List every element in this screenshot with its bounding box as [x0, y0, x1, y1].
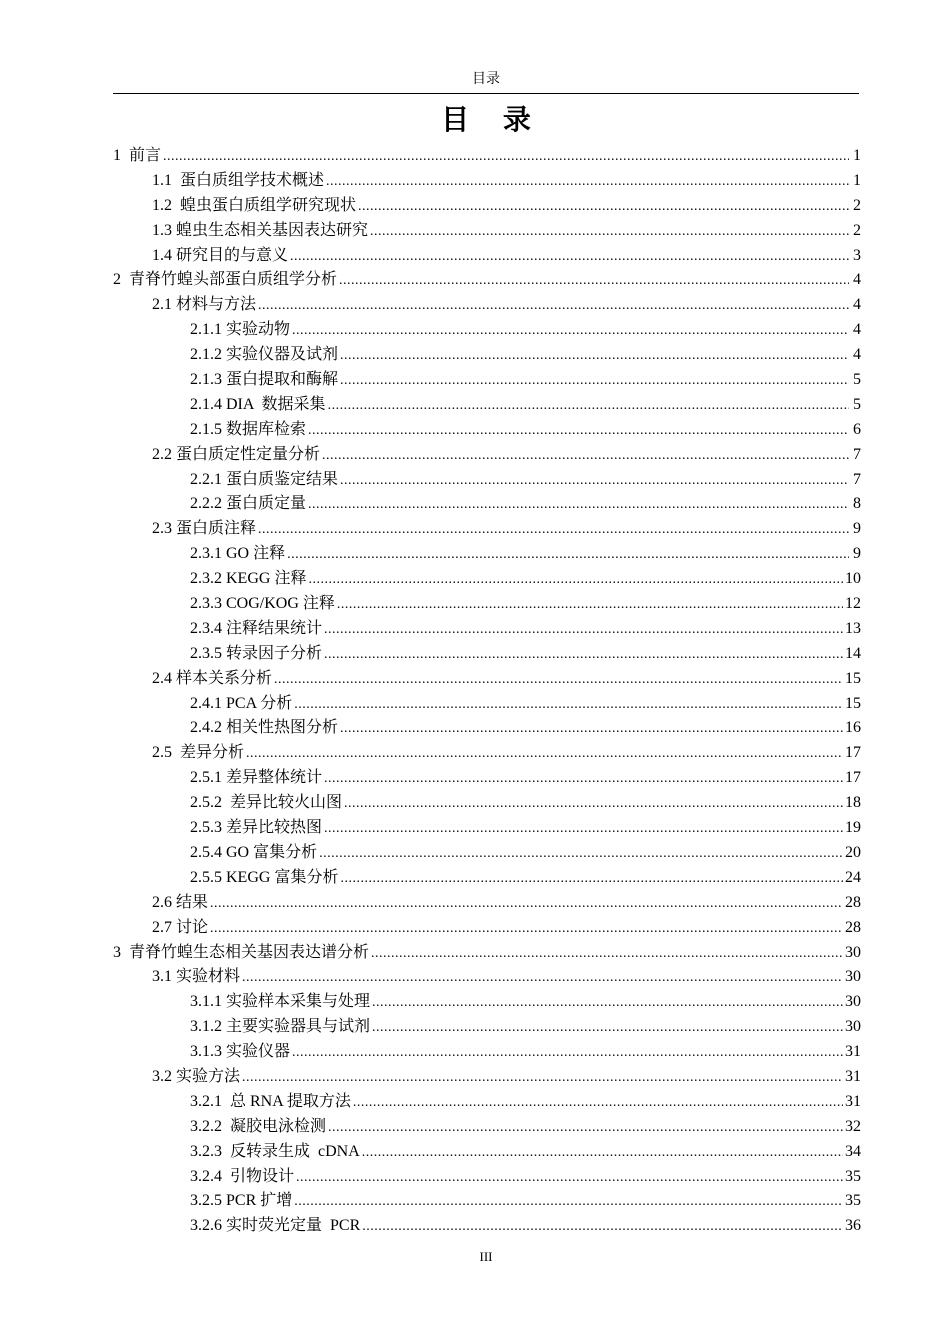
toc-entry-page: 8 — [853, 495, 861, 513]
toc-entry-page: 9 — [853, 545, 861, 563]
toc-entry-page: 3 — [853, 246, 861, 264]
toc-entry[interactable] — [113, 542, 861, 567]
toc-entry[interactable] — [113, 716, 861, 741]
toc-entry-label: 相关性热图分析 — [226, 719, 339, 737]
toc-entry-label: 蝗虫生态相关基因表达研究 — [176, 221, 369, 239]
dot-leader — [371, 942, 843, 967]
toc-entry-page: 12 — [845, 595, 861, 613]
dot-leader — [308, 419, 849, 444]
toc-entry-number: 2.1.2 — [190, 346, 226, 364]
dot-leader — [242, 966, 843, 991]
toc-entry-page: 17 — [845, 769, 861, 787]
toc-entry-label: 实验样本采集与处理 — [226, 993, 371, 1011]
toc-entry-page: 6 — [853, 420, 861, 438]
toc-entry-number: 2.3.5 — [190, 644, 226, 662]
toc-entry-number: 2.3.3 — [190, 595, 226, 613]
toc-entry-page: 5 — [853, 371, 861, 389]
toc-entry-page: 31 — [845, 1092, 861, 1110]
toc-entry-number: 1.4 — [152, 246, 176, 264]
toc-entry-page: 30 — [845, 968, 861, 986]
toc-entry-label: KEGG 富集分析 — [226, 868, 339, 886]
toc-entry[interactable] — [113, 642, 861, 667]
toc-entry-label: 差异比较火山图 — [230, 794, 343, 812]
toc-entry[interactable] — [113, 393, 861, 418]
toc-entry-page: 24 — [845, 868, 861, 886]
toc-entry-label: 蛋白质组学技术概述 — [180, 171, 325, 189]
dot-leader — [324, 817, 843, 842]
toc-entry[interactable] — [113, 816, 861, 841]
toc-entry[interactable] — [113, 268, 861, 293]
toc-entry-number: 3.2.4 — [190, 1167, 230, 1185]
toc-entry-number: 1.2 — [152, 196, 180, 214]
toc-entry-label: 实验动物 — [226, 321, 291, 339]
toc-entry[interactable] — [113, 741, 861, 766]
dot-leader — [326, 170, 849, 195]
toc-entry[interactable] — [113, 144, 861, 169]
toc-entry-page: 36 — [845, 1217, 861, 1235]
dot-leader — [340, 469, 849, 494]
toc-entry-page: 16 — [845, 719, 861, 737]
dot-leader — [340, 717, 843, 742]
table-of-contents — [113, 144, 861, 1239]
toc-entry-label: 蝗虫蛋白质组学研究现状 — [180, 196, 357, 214]
toc-entry-label: 反转录生成 cDNA — [230, 1142, 360, 1160]
toc-entry-number: 2.5.5 — [190, 868, 226, 886]
toc-entry-label: 前言 — [129, 147, 162, 164]
toc-entry-page: 13 — [845, 619, 861, 637]
toc-entry-label: KEGG 注释 — [226, 570, 307, 588]
toc-entry-page: 10 — [845, 570, 861, 588]
toc-entry-label: PCR 扩增 — [226, 1192, 293, 1210]
running-header: 目录 — [472, 72, 500, 87]
toc-entry-page: 15 — [845, 694, 861, 712]
toc-entry-number: 2.3.4 — [190, 619, 226, 637]
toc-entry-number: 3 — [113, 943, 129, 961]
toc-entry-label: 差异整体统计 — [226, 769, 323, 787]
toc-entry-number: 3.1 — [152, 968, 176, 986]
toc-entry-page: 9 — [853, 520, 861, 538]
toc-entry[interactable] — [113, 1189, 861, 1214]
toc-entry-label: 凝胶电泳检测 — [230, 1117, 327, 1135]
toc-entry[interactable] — [113, 1090, 861, 1115]
toc-entry-label: 总 RNA 提取方法 — [230, 1092, 351, 1110]
toc-entry-page: 1 — [853, 147, 861, 164]
dot-leader — [292, 1041, 843, 1066]
toc-entry-label: 注释结果统计 — [226, 619, 323, 637]
toc-entry-number: 2.4.2 — [190, 719, 226, 737]
dot-leader — [258, 294, 849, 319]
toc-entry[interactable] — [113, 1214, 861, 1239]
toc-entry-page: 32 — [845, 1117, 861, 1135]
toc-entry-label: DIA 数据采集 — [226, 395, 326, 413]
dot-leader — [362, 1141, 843, 1166]
toc-entry[interactable] — [113, 617, 861, 642]
toc-entry-number: 3.2.3 — [190, 1142, 230, 1160]
toc-entry[interactable] — [113, 990, 861, 1015]
toc-entry[interactable] — [113, 219, 861, 244]
toc-entry-label: 蛋白质定性定量分析 — [176, 445, 321, 463]
toc-entry-page: 18 — [845, 794, 861, 812]
dot-leader — [339, 269, 849, 294]
toc-entry-page: 28 — [845, 893, 861, 911]
dot-leader — [322, 444, 849, 469]
toc-entry[interactable] — [113, 1115, 861, 1140]
toc-entry[interactable] — [113, 1165, 861, 1190]
toc-entry-number: 2.7 — [152, 918, 176, 936]
dot-leader — [292, 319, 849, 344]
toc-entry-page: 19 — [845, 819, 861, 837]
dot-leader — [296, 1166, 843, 1191]
toc-entry-page: 34 — [845, 1142, 861, 1160]
dot-leader — [294, 1190, 843, 1215]
toc-entry-number: 2.2.2 — [190, 495, 226, 513]
dot-leader — [163, 145, 849, 170]
dot-leader — [242, 1066, 843, 1091]
toc-entry-page: 1 — [853, 171, 861, 189]
toc-entry[interactable] — [113, 692, 861, 717]
dot-leader — [370, 220, 849, 245]
toc-entry-label: 样本关系分析 — [176, 669, 273, 687]
toc-entry-label: 差异分析 — [180, 744, 245, 762]
dot-leader — [210, 917, 843, 942]
toc-entry[interactable] — [113, 1040, 861, 1065]
toc-entry-number: 2.3.1 — [190, 545, 226, 563]
toc-entry-page: 4 — [853, 346, 861, 364]
dot-leader — [372, 1016, 843, 1041]
toc-entry-number: 3.2 — [152, 1067, 176, 1085]
toc-entry-number: 1.3 — [152, 221, 176, 239]
toc-entry-number: 2.1.3 — [190, 371, 226, 389]
toc-entry-page: 30 — [845, 1018, 861, 1036]
dot-leader — [274, 668, 843, 693]
toc-entry-page: 35 — [845, 1167, 861, 1185]
toc-entry-page: 4 — [853, 271, 861, 289]
toc-entry-number: 2.5.3 — [190, 819, 226, 837]
toc-entry-number: 3.1.3 — [190, 1043, 226, 1061]
toc-entry-page: 7 — [853, 470, 861, 488]
toc-entry[interactable] — [113, 244, 861, 269]
dot-leader — [246, 742, 843, 767]
toc-entry-label: 蛋白质鉴定结果 — [226, 470, 339, 488]
toc-entry-number: 2.5.1 — [190, 769, 226, 787]
toc-entry[interactable] — [113, 169, 861, 194]
toc-entry-number: 3.2.1 — [190, 1092, 230, 1110]
toc-entry-number: 3.1.2 — [190, 1018, 226, 1036]
toc-entry[interactable] — [113, 766, 861, 791]
toc-entry-number: 1.1 — [152, 171, 180, 189]
toc-entry-label: GO 注释 — [226, 545, 286, 563]
toc-entry-page: 28 — [845, 918, 861, 936]
toc-entry-number: 2.1.4 — [190, 395, 226, 413]
toc-entry-number: 2.2 — [152, 445, 176, 463]
toc-entry-number: 2 — [113, 271, 129, 289]
toc-entry-label: 实验方法 — [176, 1067, 241, 1085]
toc-entry-number: 2.5.4 — [190, 843, 226, 861]
toc-entry-page: 14 — [845, 644, 861, 662]
toc-entry-label: COG/KOG 注释 — [226, 595, 335, 613]
toc-entry[interactable] — [113, 418, 861, 443]
toc-entry-label: 转录因子分析 — [226, 644, 323, 662]
toc-entry[interactable] — [113, 1015, 861, 1040]
toc-entry-number: 2.5 — [152, 744, 180, 762]
toc-entry-number: 2.4 — [152, 669, 176, 687]
toc-entry[interactable] — [113, 866, 861, 891]
toc-entry-number: 3.2.5 — [190, 1192, 226, 1210]
toc-entry-number: 2.4.1 — [190, 694, 226, 712]
dot-leader — [287, 543, 849, 568]
header-divider — [113, 93, 859, 94]
toc-entry-label: 青脊竹蝗头部蛋白质组学分析 — [129, 271, 338, 289]
toc-entry-number: 3.2.2 — [190, 1117, 230, 1135]
toc-entry-label: 数据库检索 — [226, 420, 307, 438]
toc-entry-page: 15 — [845, 669, 861, 687]
toc-entry-number: 3.2.6 — [190, 1217, 226, 1235]
toc-entry-page: 30 — [845, 993, 861, 1011]
toc-entry-number: 2.5.2 — [190, 794, 230, 812]
page-number: III — [479, 1249, 493, 1264]
toc-entry[interactable] — [113, 592, 861, 617]
dot-leader — [353, 1091, 843, 1116]
toc-entry[interactable] — [113, 941, 861, 966]
toc-entry-label: 研究目的与意义 — [176, 246, 289, 264]
dot-leader — [337, 593, 843, 618]
toc-entry-number: 3.1.1 — [190, 993, 226, 1011]
toc-entry[interactable] — [113, 916, 861, 941]
dot-leader — [294, 693, 843, 718]
toc-entry-page: 4 — [853, 296, 861, 314]
toc-entry-page: 2 — [853, 221, 861, 239]
toc-entry[interactable] — [113, 293, 861, 318]
toc-entry[interactable] — [113, 517, 861, 542]
toc-entry-label: 讨论 — [176, 918, 209, 936]
toc-entry-label: 青脊竹蝗生态相关基因表达谱分析 — [129, 943, 370, 961]
toc-title: 目 录 — [441, 103, 543, 136]
toc-entry-label: 蛋白提取和酶解 — [226, 371, 339, 389]
toc-entry[interactable] — [113, 567, 861, 592]
toc-entry[interactable] — [113, 891, 861, 916]
toc-entry-label: 实验仪器及试剂 — [226, 346, 339, 364]
toc-entry[interactable] — [113, 1065, 861, 1090]
toc-entry-page: 35 — [845, 1192, 861, 1210]
toc-entry[interactable] — [113, 468, 861, 493]
toc-entry-label: 实时荧光定量 PCR — [226, 1217, 361, 1235]
toc-entry-label: 引物设计 — [230, 1167, 295, 1185]
toc-entry[interactable] — [113, 841, 861, 866]
toc-entry-page: 31 — [845, 1067, 861, 1085]
toc-entry-label: 材料与方法 — [176, 296, 257, 314]
toc-entry[interactable] — [113, 1140, 861, 1165]
toc-entry[interactable] — [113, 965, 861, 990]
dot-leader — [340, 344, 849, 369]
dot-leader — [344, 792, 843, 817]
dot-leader — [210, 892, 843, 917]
toc-entry-number: 1 — [113, 147, 129, 164]
dot-leader — [308, 568, 843, 593]
dot-leader — [319, 842, 843, 867]
toc-entry-number: 2.3 — [152, 520, 176, 538]
toc-entry[interactable] — [113, 343, 861, 368]
dot-leader — [328, 394, 849, 419]
toc-entry-page: 4 — [853, 321, 861, 339]
dot-leader — [340, 369, 849, 394]
dot-leader — [340, 867, 843, 892]
dot-leader — [372, 991, 843, 1016]
dot-leader — [328, 1116, 843, 1141]
toc-entry-page: 5 — [853, 395, 861, 413]
toc-entry[interactable] — [113, 791, 861, 816]
toc-entry-page: 7 — [853, 445, 861, 463]
dot-leader — [362, 1215, 843, 1240]
toc-entry-label: 结果 — [176, 893, 209, 911]
toc-entry[interactable] — [113, 318, 861, 343]
toc-entry-page: 31 — [845, 1043, 861, 1061]
dot-leader — [258, 518, 849, 543]
toc-entry-number: 2.3.2 — [190, 570, 226, 588]
toc-entry-page: 2 — [853, 196, 861, 214]
dot-leader — [358, 195, 849, 220]
dot-leader — [324, 643, 843, 668]
toc-entry-page: 30 — [845, 943, 861, 961]
toc-entry-label: GO 富集分析 — [226, 843, 318, 861]
toc-entry-label: 蛋白质定量 — [226, 495, 307, 513]
toc-entry-label: 蛋白质注释 — [176, 520, 257, 538]
toc-entry-number: 2.1 — [152, 296, 176, 314]
toc-entry-label: PCA 分析 — [226, 694, 293, 712]
dot-leader — [290, 245, 849, 270]
dot-leader — [308, 493, 849, 518]
toc-entry-number: 2.1.5 — [190, 420, 226, 438]
toc-entry[interactable] — [113, 194, 861, 219]
toc-entry-label: 实验材料 — [176, 968, 241, 986]
toc-entry-label: 差异比较热图 — [226, 819, 323, 837]
toc-entry-number: 2.1.1 — [190, 321, 226, 339]
toc-entry[interactable] — [113, 667, 861, 692]
toc-entry-number: 2.2.1 — [190, 470, 226, 488]
dot-leader — [324, 767, 843, 792]
toc-entry-label: 主要实验器具与试剂 — [226, 1018, 371, 1036]
toc-entry-number: 2.6 — [152, 893, 176, 911]
toc-entry[interactable] — [113, 368, 861, 393]
toc-entry[interactable] — [113, 492, 861, 517]
dot-leader — [324, 618, 843, 643]
toc-entry[interactable] — [113, 443, 861, 468]
toc-entry-label: 实验仪器 — [226, 1043, 291, 1061]
toc-entry-page: 17 — [845, 744, 861, 762]
toc-entry-page: 20 — [845, 843, 861, 861]
